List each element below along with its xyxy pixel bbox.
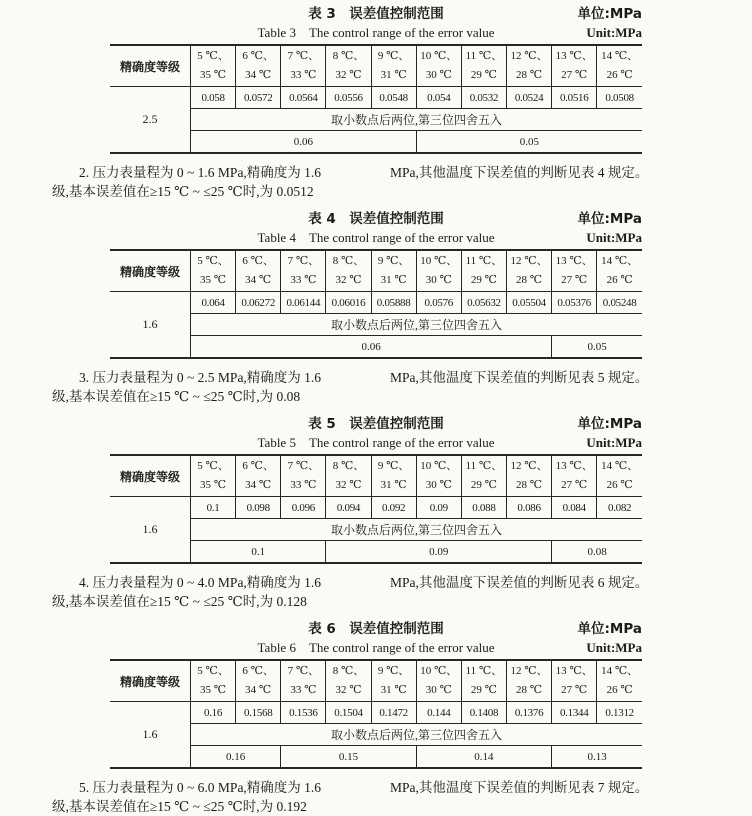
error-value-cell: 0.144 <box>416 702 461 724</box>
error-value-cell: 0.086 <box>506 497 551 519</box>
temperature-column-header: 9 ℃、 31 ℃ <box>371 250 416 292</box>
temperature-column-header: 12 ℃、 28 ℃ <box>506 45 551 87</box>
rounding-note-row <box>110 109 642 131</box>
paragraph-line: MPa,其他温度下误差值的判断见表 4 规定。 <box>390 165 649 180</box>
error-value-cell: 0.05632 <box>461 292 506 314</box>
table5-unit-zh: 单位:MPa <box>577 416 642 432</box>
error-value-cell: 0.1408 <box>461 702 506 724</box>
table5-caption-zh <box>110 415 642 433</box>
error-value-cell: 0.0576 <box>416 292 461 314</box>
temperature-column-header: 8 ℃、 32 ℃ <box>326 250 371 292</box>
error-value-cell: 0.058 <box>191 87 236 109</box>
rounded-value-cell: 0.14 <box>416 746 551 769</box>
error-value-cell: 0.0564 <box>281 87 326 109</box>
paragraph-line: 5. 压力表量程为 0 ~ 6.0 MPa,精确度为 1.6 <box>79 780 322 795</box>
temperature-column-header: 6 ℃、 34 ℃ <box>236 660 281 702</box>
temperature-column-header: 5 ℃、 35 ℃ <box>191 660 236 702</box>
error-value-cell: 0.06144 <box>281 292 326 314</box>
table5-title-en: Table 5 The control range of the error value <box>257 435 495 450</box>
table4-caption-en <box>110 228 642 247</box>
temperature-column-header: 12 ℃、 28 ℃ <box>506 455 551 497</box>
temperature-column-header: 14 ℃、 26 ℃ <box>597 250 642 292</box>
temperature-column-header: 10 ℃、 30 ℃ <box>416 250 461 292</box>
temperature-column-header: 11 ℃、 29 ℃ <box>461 455 506 497</box>
rounded-value-cell: 0.08 <box>552 541 642 564</box>
accuracy-class-header: 精确度等级 <box>110 660 191 702</box>
paragraph-line: 2. 压力表量程为 0 ~ 1.6 MPa,精确度为 1.6 <box>79 165 322 180</box>
accuracy-class-header: 精确度等级 <box>110 250 191 292</box>
error-value-cell: 0.098 <box>236 497 281 519</box>
table5-caption-en <box>110 433 642 452</box>
table4-title-en: Table 4 The control range of the error value <box>257 230 495 245</box>
error-value-cell: 0.0516 <box>552 87 597 109</box>
table3-unit-zh: 单位:MPa <box>577 6 642 22</box>
paragraph-4-left-column <box>52 573 364 611</box>
table4-caption-zh <box>110 210 642 228</box>
temperature-column-header: 8 ℃、 32 ℃ <box>326 45 371 87</box>
table5-section <box>0 415 752 564</box>
paragraph-4-right-column <box>390 573 696 611</box>
error-value-cell: 0.092 <box>371 497 416 519</box>
paragraph-line: 3. 压力表量程为 0 ~ 2.5 MPa,精确度为 1.6 <box>79 370 322 385</box>
error-value-cell: 0.0556 <box>326 87 371 109</box>
error-value-cell: 0.0548 <box>371 87 416 109</box>
temperature-column-header: 7 ℃、 33 ℃ <box>281 250 326 292</box>
rounding-note: 取小数点后两位,第三位四舍五入 <box>191 314 643 336</box>
temperature-column-header: 14 ℃、 26 ℃ <box>597 45 642 87</box>
paragraph-3 <box>52 368 696 406</box>
table6-unit-en: Unit:MPa <box>586 640 642 655</box>
error-range-table-4 <box>110 249 642 359</box>
error-value-cell: 0.06016 <box>326 292 371 314</box>
rounding-note-row <box>110 724 642 746</box>
paragraph-2 <box>52 163 696 201</box>
table-header-row <box>110 250 642 292</box>
rounded-value-cell: 0.13 <box>552 746 642 769</box>
error-value-cell: 0.1472 <box>371 702 416 724</box>
rounded-values-row <box>110 746 642 769</box>
error-range-table-3 <box>110 44 642 154</box>
error-value-cell: 0.05888 <box>371 292 416 314</box>
rounded-value-cell: 0.15 <box>281 746 416 769</box>
table3-section <box>0 5 752 154</box>
rounded-value-cell: 0.05 <box>416 131 642 154</box>
table4-unit-zh: 单位:MPa <box>577 211 642 227</box>
paragraph-2-left-column <box>52 163 364 201</box>
table6-title-zh: 表 6 误差值控制范围 <box>308 621 444 637</box>
error-values-row <box>110 87 642 109</box>
temperature-column-header: 13 ℃、 27 ℃ <box>552 455 597 497</box>
table6-unit-zh: 单位:MPa <box>577 621 642 637</box>
error-value-cell: 0.054 <box>416 87 461 109</box>
paragraph-line: 4. 压力表量程为 0 ~ 4.0 MPa,精确度为 1.6 <box>79 575 322 590</box>
paragraph-5-right-column <box>390 778 696 816</box>
temperature-column-header: 14 ℃、 26 ℃ <box>597 455 642 497</box>
table5-unit-en: Unit:MPa <box>586 435 642 450</box>
table3-title-zh: 表 3 误差值控制范围 <box>308 6 444 22</box>
table3-caption-zh <box>110 5 642 23</box>
accuracy-class-header: 精确度等级 <box>110 455 191 497</box>
table6-caption-en <box>110 638 642 657</box>
temperature-column-header: 8 ℃、 32 ℃ <box>326 660 371 702</box>
rounding-note: 取小数点后两位,第三位四舍五入 <box>191 109 643 131</box>
error-value-cell: 0.1536 <box>281 702 326 724</box>
error-values-row <box>110 702 642 724</box>
temperature-column-header: 5 ℃、 35 ℃ <box>191 250 236 292</box>
error-values-row <box>110 292 642 314</box>
error-value-cell: 0.1344 <box>552 702 597 724</box>
table5-title-zh: 表 5 误差值控制范围 <box>308 416 444 432</box>
table3-unit-en: Unit:MPa <box>586 25 642 40</box>
paragraph-line: 级,基本误差值在≥15 ℃ ~ ≤25 ℃时,为 0.128 <box>52 594 307 609</box>
paragraph-2-right-column <box>390 163 696 201</box>
error-value-cell: 0.084 <box>552 497 597 519</box>
paragraph-3-right-column <box>390 368 696 406</box>
temperature-column-header: 7 ℃、 33 ℃ <box>281 45 326 87</box>
rounding-note: 取小数点后两位,第三位四舍五入 <box>191 519 643 541</box>
paragraph-5 <box>52 778 696 816</box>
rounded-values-row <box>110 131 642 154</box>
rounded-values-row <box>110 541 642 564</box>
temperature-column-header: 12 ℃、 28 ℃ <box>506 660 551 702</box>
temperature-column-header: 7 ℃、 33 ℃ <box>281 455 326 497</box>
error-value-cell: 0.1312 <box>597 702 642 724</box>
error-value-cell: 0.0508 <box>597 87 642 109</box>
table-header-row <box>110 45 642 87</box>
table4-unit-en: Unit:MPa <box>586 230 642 245</box>
rounded-value-cell: 0.1 <box>191 541 326 564</box>
accuracy-class-value: 1.6 <box>110 702 191 769</box>
error-value-cell: 0.094 <box>326 497 371 519</box>
rounded-value-cell: 0.06 <box>191 131 417 154</box>
table-header-row <box>110 660 642 702</box>
rounded-values-row <box>110 336 642 359</box>
error-value-cell: 0.05504 <box>506 292 551 314</box>
rounding-note-row <box>110 519 642 541</box>
rounded-value-cell: 0.05 <box>552 336 642 359</box>
error-value-cell: 0.1504 <box>326 702 371 724</box>
error-value-cell: 0.082 <box>597 497 642 519</box>
temperature-column-header: 11 ℃、 29 ℃ <box>461 660 506 702</box>
table3-caption-en <box>110 23 642 42</box>
accuracy-class-value: 1.6 <box>110 497 191 564</box>
rounded-value-cell: 0.16 <box>191 746 281 769</box>
temperature-column-header: 10 ℃、 30 ℃ <box>416 660 461 702</box>
paragraph-3-left-column <box>52 368 364 406</box>
table4-title-zh: 表 4 误差值控制范围 <box>308 211 444 227</box>
temperature-column-header: 8 ℃、 32 ℃ <box>326 455 371 497</box>
error-value-cell: 0.1376 <box>506 702 551 724</box>
rounded-value-cell: 0.09 <box>326 541 552 564</box>
temperature-column-header: 10 ℃、 30 ℃ <box>416 455 461 497</box>
table3-title-en: Table 3 The control range of the error value <box>257 25 495 40</box>
paragraph-line: MPa,其他温度下误差值的判断见表 6 规定。 <box>390 575 649 590</box>
temperature-column-header: 14 ℃、 26 ℃ <box>597 660 642 702</box>
table6-title-en: Table 6 The control range of the error value <box>257 640 495 655</box>
error-values-row <box>110 497 642 519</box>
error-value-cell: 0.1568 <box>236 702 281 724</box>
temperature-column-header: 5 ℃、 35 ℃ <box>191 455 236 497</box>
temperature-column-header: 12 ℃、 28 ℃ <box>506 250 551 292</box>
accuracy-class-value: 1.6 <box>110 292 191 359</box>
paragraph-line: MPa,其他温度下误差值的判断见表 7 规定。 <box>390 780 649 795</box>
temperature-column-header: 11 ℃、 29 ℃ <box>461 250 506 292</box>
error-value-cell: 0.0524 <box>506 87 551 109</box>
temperature-column-header: 13 ℃、 27 ℃ <box>552 45 597 87</box>
table4-section <box>0 210 752 359</box>
error-range-table-6 <box>110 659 642 769</box>
temperature-column-header: 6 ℃、 34 ℃ <box>236 250 281 292</box>
paragraph-line: MPa,其他温度下误差值的判断见表 5 规定。 <box>390 370 649 385</box>
error-value-cell: 0.088 <box>461 497 506 519</box>
temperature-column-header: 13 ℃、 27 ℃ <box>552 660 597 702</box>
error-value-cell: 0.0572 <box>236 87 281 109</box>
error-value-cell: 0.06272 <box>236 292 281 314</box>
temperature-column-header: 7 ℃、 33 ℃ <box>281 660 326 702</box>
temperature-column-header: 13 ℃、 27 ℃ <box>552 250 597 292</box>
paragraph-4 <box>52 573 696 611</box>
table6-section <box>0 620 752 769</box>
accuracy-class-header: 精确度等级 <box>110 45 191 87</box>
rounding-note-row <box>110 314 642 336</box>
temperature-column-header: 6 ℃、 34 ℃ <box>236 455 281 497</box>
table6-caption-zh <box>110 620 642 638</box>
error-range-table-5 <box>110 454 642 564</box>
paragraph-line: 级,基本误差值在≥15 ℃ ~ ≤25 ℃时,为 0.0512 <box>52 184 314 199</box>
error-value-cell: 0.1 <box>191 497 236 519</box>
error-value-cell: 0.09 <box>416 497 461 519</box>
temperature-column-header: 9 ℃、 31 ℃ <box>371 660 416 702</box>
paragraph-line: 级,基本误差值在≥15 ℃ ~ ≤25 ℃时,为 0.08 <box>52 389 301 404</box>
paragraph-5-left-column <box>52 778 364 816</box>
error-value-cell: 0.096 <box>281 497 326 519</box>
temperature-column-header: 10 ℃、 30 ℃ <box>416 45 461 87</box>
temperature-column-header: 6 ℃、 34 ℃ <box>236 45 281 87</box>
temperature-column-header: 9 ℃、 31 ℃ <box>371 455 416 497</box>
accuracy-class-value: 2.5 <box>110 87 191 154</box>
error-value-cell: 0.05376 <box>552 292 597 314</box>
error-value-cell: 0.05248 <box>597 292 642 314</box>
temperature-column-header: 11 ℃、 29 ℃ <box>461 45 506 87</box>
temperature-column-header: 9 ℃、 31 ℃ <box>371 45 416 87</box>
error-value-cell: 0.16 <box>191 702 236 724</box>
error-value-cell: 0.064 <box>191 292 236 314</box>
error-value-cell: 0.0532 <box>461 87 506 109</box>
rounding-note: 取小数点后两位,第三位四舍五入 <box>191 724 643 746</box>
table-header-row <box>110 455 642 497</box>
temperature-column-header: 5 ℃、 35 ℃ <box>191 45 236 87</box>
paragraph-line: 级,基本误差值在≥15 ℃ ~ ≤25 ℃时,为 0.192 <box>52 799 307 814</box>
rounded-value-cell: 0.06 <box>191 336 552 359</box>
